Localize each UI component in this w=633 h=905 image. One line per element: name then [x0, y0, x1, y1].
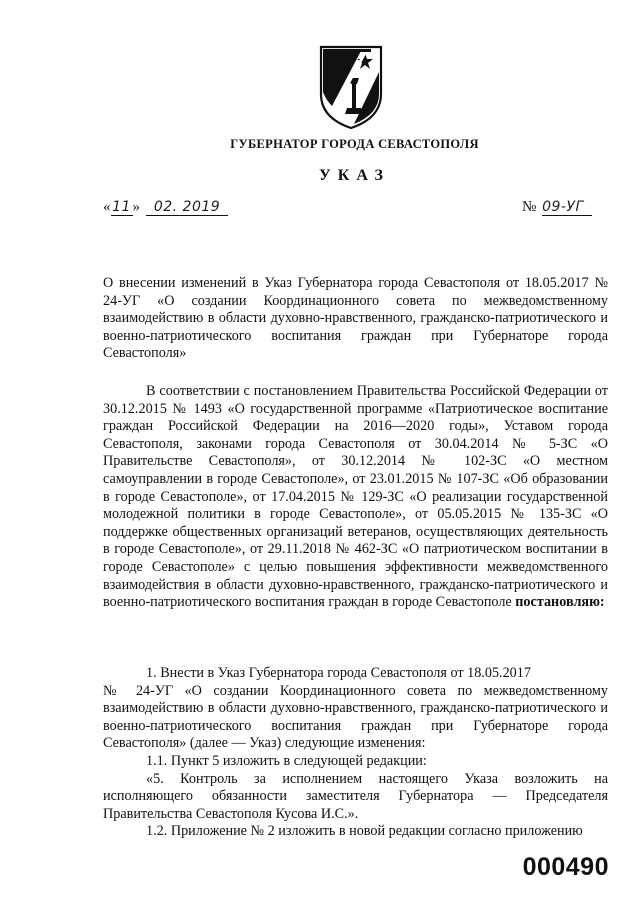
document-date — [103, 199, 228, 216]
item-1-1: 1.1. Пункт 5 изложить в следующей редакции: — [146, 752, 427, 769]
issuer-title: ГУБЕРНАТОР ГОРОДА СЕВАСТОПОЛЯ — [230, 137, 479, 151]
document-subject — [103, 275, 608, 363]
preamble-text: В соответствии с постановлением Правительства Российской Федерации от 30.12.2015 № 1493 «О государственной программе «Патриотическое воспитание граждан Российской Федерации на 2016—2020 годы», Уставом города Севастополя, законами города Севастополя от 30.04.2014 № 5-ЗС «О Правительстве Севастополя», от 30.12.2014 № 102-ЗС «О местном самоуправлении в городе Севастополе», от 23.01.2015 № 107-ЗС «Об образовании в городе Севастополе», от 17.04.2015 № 129-ЗС «О реализации государственной молодежной политики в городе Севастополе», от 05.05.2015 № 135-ЗС «О поддержке общественных организаций ветеранов, осуществляющих деятельность в городе Севастополе», от 29.11.2018 № 462-ЗС «О патриотическом воспитании в городе Севастополе» с целью повышения эффективности межведомственного взаимодействия в области духовно-нравственного, гражданско-патриотического и военно-патриотического воспитания граждан в городе Севастополе — [103, 383, 608, 611]
date-month-year: 02. 2019 — [146, 200, 228, 216]
date-close-quote: » — [132, 199, 140, 215]
number-value: 09-УГ — [542, 200, 592, 216]
item-1-1-quote: «5. Контроль за исполнением настоящего Указа возложить на исполняющего обязанности заместителя Губернатора — Председателя Правительства Севастополя Кусова И.С.». — [103, 770, 608, 822]
date-day: 11 — [112, 199, 131, 215]
document-type-title: УКАЗ — [319, 167, 390, 184]
item-1-head: 1. Внести в Указ Губернатора города Севастополя от 18.05.2017 — [146, 665, 531, 681]
document-number — [522, 199, 592, 216]
subject-text: О внесении изменений в Указ Губернатора города Севастополя от 18.05.2017 № 24-УГ «О создании Координационного совета по межведомственному взаимодействию в области духовно-нравственного, гражданско-патриотического и военно-патриотического воспитания граждан при Губернаторе города Севастополя» — [103, 275, 608, 362]
item-1-body: № 24-УГ «О создании Координационного совета по межведомственному взаимодействию в области духовно-нравственного, гражданско-патриотического и военно-патриотического воспитания граждан при Губернаторе города Севастополя» (далее — Указ) следующие изменения: — [103, 682, 608, 752]
number-label: № — [522, 199, 537, 215]
serial-number: 000490 — [522, 853, 609, 881]
decree-word: постановляю: — [515, 594, 605, 611]
date-open-quote: « — [103, 199, 111, 215]
preamble — [103, 383, 608, 612]
item-1-2: 1.2. Приложение № 2 изложить в новой редакции согласно приложению — [146, 823, 583, 840]
coat-of-arms-icon — [318, 44, 384, 130]
decree-items — [103, 665, 608, 841]
preamble-paragraph — [103, 383, 608, 612]
